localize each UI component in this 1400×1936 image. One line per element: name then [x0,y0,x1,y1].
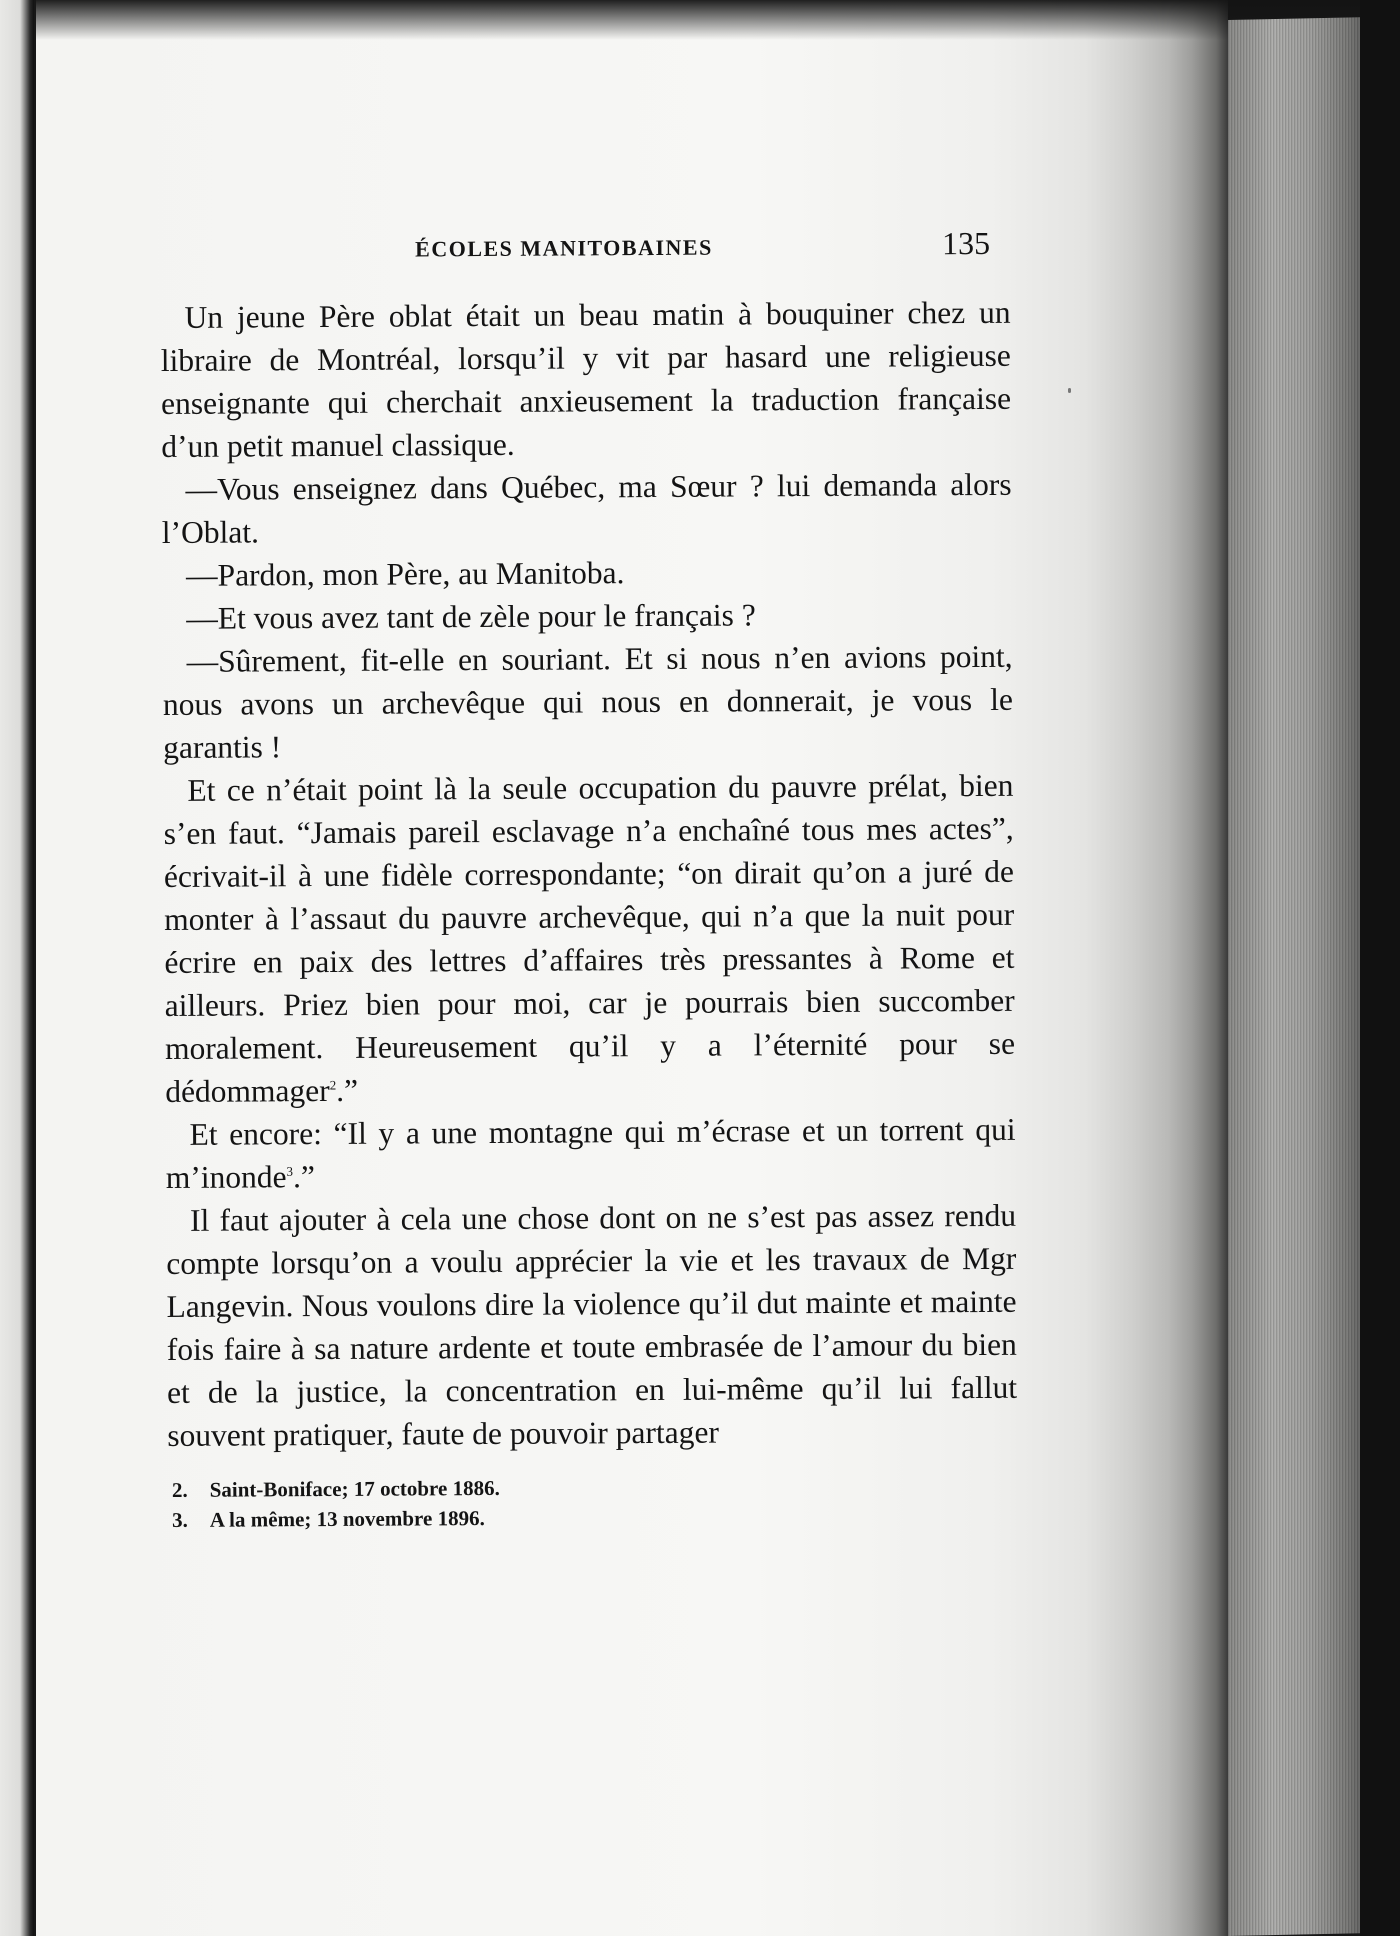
paragraph: —Sûrement, fit-elle en souriant. Et si nous n’en avions point, nous avons un archevêque qui nous en donnerait, je vous le garantis ! [162,638,1013,765]
top-shadow [36,0,1366,40]
footnote-number: 2. [171,1477,188,1502]
footnote-ref: 3 [286,1163,294,1179]
facing-page-edge [0,0,34,1936]
footnote [168,1500,1018,1535]
paragraph: —Pardon, mon Père, au Manitoba. [186,555,625,593]
body-text [160,291,1017,1457]
paragraph: Un jeune Père oblat était un beau matin à bouquiner chez un libraire de Montréal, lorsqu’il y vit par hasard une religieuse enseignante qui cherchait anxieusement la traduction française d’un petit manuel classique. [160,294,1012,464]
footnote-text: Saint-Boniface; 17 octobre 1886. [209,1475,500,1502]
background-edge [1360,0,1400,1936]
footnote-number: 3. [172,1507,188,1532]
running-head-title: ÉCOLES MANITOBAINES [415,234,713,262]
paper-speck [1068,388,1071,393]
paragraph [165,1108,1016,1199]
paragraph: —Et vous avez tant de zèle pour le français ? [186,597,756,636]
paragraph: —Vous enseignez dans Québec, ma Sœur ? lui demanda alors l’Oblat. [161,466,1012,550]
paragraph-text: Et ce n’était point là la seule occupation du pauvre prélat, bien s’en faut. “Jamais pareil esclavage n’a enchaîné tous mes actes”, écrivait-il à une fidèle correspondante; “on dirait qu’on a juré de monter à l’assaut du pauvre archevêque, qui n’a que la nuit pour écrire en paix des lettres d’affaires très pressantes à Rome et ailleurs. Priez bien pour moi, car je pourrais bien succomber moralement. Heureusement qu’il y a l’éternité pour se dédommager [163,767,1016,1109]
paragraph-text: Et encore: “Il y a une montagne qui m’écrase et un torrent qui m’inonde [165,1111,1016,1195]
quote-close: .” [292,1159,315,1195]
page-block-edges [1228,17,1378,1936]
page-number: 135 [941,224,991,262]
footnotes [168,1470,1018,1535]
footnote-ref: 2 [329,1077,337,1093]
footnote-text: A la même; 13 novembre 1896. [209,1506,485,1532]
paragraph: Il faut ajouter à cela une chose dont on ne s’est pas assez rendu compte lorsqu’on a voulu apprécier la vie et les travaux de Mgr Langevin. Nous voulons dire la violence qu’il dut mainte et mainte fois faire à sa nature ardente et toute embrasée de l’amour du bien et de la justice, la concentration en lui-même qu’il lui fallut souvent pratiquer, faute de pouvoir partager [166,1197,1018,1453]
paragraph [163,764,1015,1113]
running-head [160,225,1010,290]
quote-close: .” [336,1072,359,1108]
page-text-block [160,225,1018,1535]
